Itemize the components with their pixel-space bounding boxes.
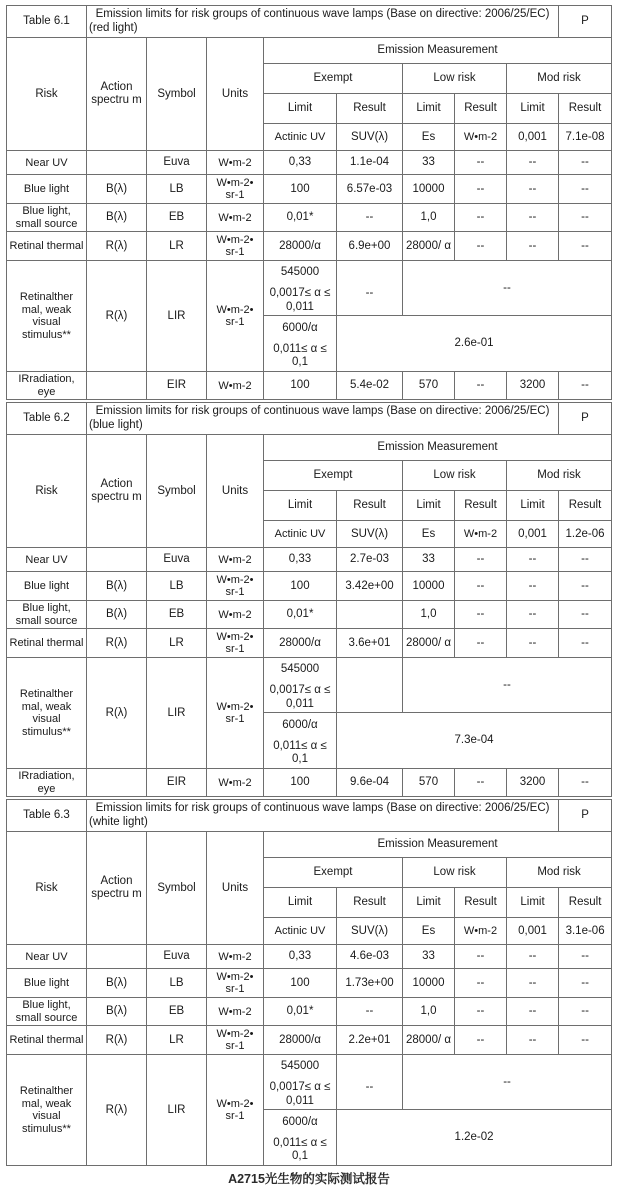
table-title-row [7, 403, 612, 435]
header-exempt-limit: Limit [264, 491, 337, 521]
cell-exempt-result: 2.7e-03 [337, 548, 403, 572]
limit-b-range: 0,011≤ α ≤ 0,1 [273, 739, 327, 766]
cell-symbol: LIR [147, 658, 207, 769]
cell-action: B(λ) [87, 175, 147, 204]
limit-a-range: 0,0017≤ α ≤ 0,011 [269, 684, 331, 710]
table-6-1-wrapper [6, 5, 611, 400]
limit-a-value: 545000 [280, 1060, 320, 1073]
cell-risk: Blue light, small source [7, 601, 87, 629]
table-verdict: P [559, 6, 612, 38]
limit-b-range: 0,011≤ α ≤ 0,1 [273, 342, 327, 369]
header-risk: Risk [7, 38, 87, 151]
cell-action: SUV(λ) [337, 521, 403, 548]
header-mod-result: Result [559, 94, 612, 124]
cell-exempt-result: 3.6e+01 [337, 629, 403, 658]
cell-units: W•m-2• sr-1 [207, 629, 264, 658]
cell-exempt-result [337, 601, 403, 629]
table-row-blue-small [7, 601, 612, 629]
table-row-retinal-weak-a [7, 1055, 612, 1110]
cell-units: W•m-2 [207, 998, 264, 1026]
header-low-risk: Low risk [403, 858, 507, 888]
cell-exempt-limit-a [264, 1055, 337, 1110]
cell-mod-result: -- [559, 372, 612, 400]
cell-low-result: -- [455, 175, 507, 204]
header-risk: Risk [7, 435, 87, 548]
cell-action: R(λ) [87, 232, 147, 261]
cell-mod-limit: -- [507, 204, 559, 232]
cell-exempt-limit: 100 [264, 372, 337, 400]
cell-symbol: LB [147, 175, 207, 204]
header-exempt-result: Result [337, 888, 403, 918]
cell-span-a: -- [403, 1055, 612, 1110]
header-symbol: Symbol [147, 832, 207, 945]
header-exempt-limit: Limit [264, 888, 337, 918]
cell-action: R(λ) [87, 1026, 147, 1055]
cell-exempt-limit: 0,33 [264, 548, 337, 572]
cell-mod-result: -- [559, 629, 612, 658]
cell-exempt-limit-b [264, 316, 337, 372]
cell-risk: Retinalther mal, weak visual stimulus** [7, 261, 87, 372]
cell-exempt-limit: 0,33 [264, 945, 337, 969]
cell-units: W•m-2• sr-1 [207, 232, 264, 261]
cell-exempt-limit: 0,001 [507, 521, 559, 548]
cell-span-a: -- [403, 658, 612, 713]
cell-mod-result: -- [559, 175, 612, 204]
cell-exempt-result: 4.6e-03 [337, 945, 403, 969]
limit-b-range: 0,011≤ α ≤ 0,1 [273, 1136, 327, 1163]
header-low-limit: Limit [403, 888, 455, 918]
header-low-risk: Low risk [403, 64, 507, 94]
cell-exempt-result-a: -- [337, 261, 403, 316]
header-emission-measurement: Emission Measurement [264, 38, 612, 64]
cell-action: R(λ) [87, 261, 147, 372]
cell-span-b: 1.2e-02 [337, 1110, 612, 1166]
cell-mod-limit: 3200 [507, 769, 559, 797]
table-number: Table 6.1 [7, 6, 87, 38]
cell-low-limit: 28000/ α [403, 629, 455, 658]
cell-symbol: LB [147, 572, 207, 601]
cell-low-result: -- [455, 945, 507, 969]
cell-exempt-limit-b [264, 713, 337, 769]
cell-low-result: -- [455, 204, 507, 232]
cell-exempt-limit: 100 [264, 572, 337, 601]
cell-low-result: -- [455, 1026, 507, 1055]
cell-exempt-limit: 100 [264, 175, 337, 204]
cell-exempt-result: 1.2e-06 [559, 521, 612, 548]
cell-low-limit: 1,0 [403, 601, 455, 629]
cell-exempt-limit: 28000/α [264, 629, 337, 658]
cell-risk: Retinal thermal [7, 232, 87, 261]
cell-risk: Near UV [7, 151, 87, 175]
cell-action: B(λ) [87, 572, 147, 601]
cell-mod-result: -- [559, 998, 612, 1026]
table-row-ir-eye [7, 372, 612, 400]
cell-units: W•m-2• sr-1 [207, 969, 264, 998]
header-exempt: Exempt [264, 64, 403, 94]
cell-mod-limit: -- [507, 629, 559, 658]
header-row-group [7, 832, 612, 858]
cell-exempt-result: 6.57e-03 [337, 175, 403, 204]
header-emission-measurement: Emission Measurement [264, 832, 612, 858]
cell-mod-limit: -- [507, 945, 559, 969]
cell-low-result: -- [455, 372, 507, 400]
cell-mod-result: -- [559, 945, 612, 969]
cell-units: W•m-2• sr-1 [207, 658, 264, 769]
header-mod-limit: Limit [507, 94, 559, 124]
cell-exempt-limit-a [264, 261, 337, 316]
cell-low-limit: 570 [403, 372, 455, 400]
cell-units: W•m-2 [207, 548, 264, 572]
cell-risk: Near UV [7, 548, 87, 572]
limit-b-value: 6000/α [282, 1115, 318, 1128]
table-row-blue-light [7, 175, 612, 204]
cell-risk: Retinalther mal, weak visual stimulus** [7, 658, 87, 769]
cell-mod-limit: -- [507, 998, 559, 1026]
header-symbol: Symbol [147, 38, 207, 151]
table-number: Table 6.2 [7, 403, 87, 435]
cell-risk: Blue light, small source [7, 998, 87, 1026]
cell-exempt-result: 5.4e-02 [337, 372, 403, 400]
cell-symbol: EIR [147, 372, 207, 400]
header-mod-risk: Mod risk [507, 461, 612, 491]
cell-low-result: -- [455, 969, 507, 998]
cell-span-a: -- [403, 261, 612, 316]
cell-units: W•m-2 [455, 521, 507, 548]
cell-low-result: -- [455, 151, 507, 175]
cell-exempt-limit-b [264, 1110, 337, 1166]
cell-low-limit: 10000 [403, 969, 455, 998]
report-caption: A2715光生物的实际测试报告 [228, 1172, 390, 1186]
cell-exempt-result: 6.9e+00 [337, 232, 403, 261]
header-exempt-result: Result [337, 491, 403, 521]
cell-units: W•m-2• sr-1 [207, 1055, 264, 1166]
header-action-spectrum: Action spectru m [87, 435, 147, 548]
cell-exempt-limit: 0,001 [507, 124, 559, 151]
cell-exempt-result: 3.42e+00 [337, 572, 403, 601]
emission-limits-table [6, 799, 612, 1166]
cell-exempt-limit: 28000/α [264, 1026, 337, 1055]
cell-mod-limit: -- [507, 572, 559, 601]
header-mod-limit: Limit [507, 888, 559, 918]
table-row-blue-small [7, 204, 612, 232]
cell-low-result: -- [455, 769, 507, 797]
header-exempt-result: Result [337, 94, 403, 124]
cell-low-result: -- [455, 629, 507, 658]
header-low-limit: Limit [403, 94, 455, 124]
header-action-spectrum: Action spectru m [87, 38, 147, 151]
cell-symbol: Es [403, 918, 455, 945]
header-exempt: Exempt [264, 858, 403, 888]
header-emission-measurement: Emission Measurement [264, 435, 612, 461]
table-row-near-uv [7, 945, 612, 969]
cell-action [87, 151, 147, 175]
cell-low-limit: 33 [403, 548, 455, 572]
cell-mod-limit: -- [507, 1026, 559, 1055]
cell-action [87, 769, 147, 797]
limit-a-range: 0,0017≤ α ≤ 0,011 [269, 287, 331, 313]
table-row-near-uv [7, 548, 612, 572]
cell-risk: Retinal thermal [7, 629, 87, 658]
cell-exempt-result: 1.73e+00 [337, 969, 403, 998]
emission-limits-table [6, 5, 612, 400]
cell-mod-limit: -- [507, 601, 559, 629]
cell-action: B(λ) [87, 998, 147, 1026]
cell-symbol: Euva [147, 945, 207, 969]
cell-low-limit: 33 [403, 945, 455, 969]
table-title-row [7, 6, 612, 38]
cell-low-limit: 1,0 [403, 204, 455, 232]
cell-units: W•m-2• sr-1 [207, 1026, 264, 1055]
cell-low-limit: 10000 [403, 175, 455, 204]
cell-mod-limit: -- [507, 151, 559, 175]
cell-risk: Actinic UV [264, 124, 337, 151]
cell-exempt-limit: 0,33 [264, 151, 337, 175]
header-low-result: Result [455, 491, 507, 521]
cell-units: W•m-2 [207, 601, 264, 629]
cell-exempt-result: 3.1e-06 [559, 918, 612, 945]
cell-symbol: LR [147, 629, 207, 658]
table-row-retinal-thermal [7, 1026, 612, 1055]
table-title-row [7, 800, 612, 832]
table-row-blue-light [7, 969, 612, 998]
cell-risk: Blue light [7, 572, 87, 601]
cell-risk: Retinalther mal, weak visual stimulus** [7, 1055, 87, 1166]
table-verdict: P [559, 800, 612, 832]
cell-mod-limit: -- [507, 232, 559, 261]
cell-exempt-result: 9.6e-04 [337, 769, 403, 797]
cell-low-limit: 28000/ α [403, 1026, 455, 1055]
cell-mod-result: -- [559, 1026, 612, 1055]
cell-mod-result: -- [559, 769, 612, 797]
cell-exempt-limit: 0,01* [264, 601, 337, 629]
cell-span-b: 7.3e-04 [337, 713, 612, 769]
cell-exempt-limit: 28000/α [264, 232, 337, 261]
cell-exempt-result-a: -- [337, 1055, 403, 1110]
table-row-retinal-thermal [7, 629, 612, 658]
header-row-group [7, 38, 612, 64]
limit-b-value: 6000/α [282, 718, 318, 731]
cell-units: W•m-2• sr-1 [207, 261, 264, 372]
cell-symbol: LIR [147, 1055, 207, 1166]
cell-units: W•m-2 [207, 151, 264, 175]
limit-a-range: 0,0017≤ α ≤ 0,011 [269, 1081, 331, 1107]
cell-mod-limit: -- [507, 548, 559, 572]
header-mod-risk: Mod risk [507, 64, 612, 94]
cell-risk: Blue light [7, 969, 87, 998]
cell-exempt-result-a [337, 658, 403, 713]
cell-symbol: EB [147, 204, 207, 232]
header-row-group [7, 435, 612, 461]
cell-symbol: LR [147, 232, 207, 261]
table-title: Emission limits for risk groups of continuous wave lamps (Base on directive: 2006/25/EC)(white light) [87, 800, 559, 832]
cell-exempt-result: 2.2e+01 [337, 1026, 403, 1055]
cell-risk: Actinic UV [264, 521, 337, 548]
cell-mod-result: -- [559, 232, 612, 261]
table-row-near-uv [7, 151, 612, 175]
cell-units: W•m-2 [207, 372, 264, 400]
cell-action [87, 548, 147, 572]
cell-low-limit: 28000/ α [403, 232, 455, 261]
cell-low-result: -- [455, 572, 507, 601]
header-symbol: Symbol [147, 435, 207, 548]
cell-units: W•m-2 [455, 124, 507, 151]
cell-low-result: -- [455, 601, 507, 629]
cell-mod-result: -- [559, 969, 612, 998]
limit-a-value: 545000 [280, 266, 320, 279]
cell-action [87, 372, 147, 400]
cell-symbol: EB [147, 998, 207, 1026]
cell-risk: Retinal thermal [7, 1026, 87, 1055]
cell-units: W•m-2 [455, 918, 507, 945]
cell-risk: Blue light, small source [7, 204, 87, 232]
header-low-result: Result [455, 94, 507, 124]
cell-symbol: Es [403, 521, 455, 548]
cell-exempt-result: 7.1e-08 [559, 124, 612, 151]
cell-action: R(λ) [87, 629, 147, 658]
table-row-retinal-weak-a [7, 261, 612, 316]
cell-units: W•m-2 [207, 204, 264, 232]
cell-exempt-limit: 100 [264, 769, 337, 797]
cell-symbol: Es [403, 124, 455, 151]
cell-action: R(λ) [87, 658, 147, 769]
cell-exempt-limit: 0,001 [507, 918, 559, 945]
cell-exempt-result: 1.1e-04 [337, 151, 403, 175]
cell-risk: Near UV [7, 945, 87, 969]
table-title: Emission limits for risk groups of continuous wave lamps (Base on directive: 2006/25/EC)(red light) [87, 6, 559, 38]
header-mod-result: Result [559, 888, 612, 918]
cell-mod-limit: 3200 [507, 372, 559, 400]
header-low-limit: Limit [403, 491, 455, 521]
table-row-retinal-thermal [7, 232, 612, 261]
cell-units: W•m-2• sr-1 [207, 175, 264, 204]
cell-symbol: Euva [147, 151, 207, 175]
header-mod-result: Result [559, 491, 612, 521]
cell-low-result: -- [455, 232, 507, 261]
cell-units: W•m-2 [207, 769, 264, 797]
cell-action: B(λ) [87, 601, 147, 629]
header-low-risk: Low risk [403, 461, 507, 491]
limit-b-value: 6000/α [282, 321, 318, 334]
cell-risk: Actinic UV [264, 918, 337, 945]
table-number: Table 6.3 [7, 800, 87, 832]
cell-exempt-result: -- [337, 998, 403, 1026]
cell-action [87, 945, 147, 969]
table-verdict: P [559, 403, 612, 435]
header-mod-risk: Mod risk [507, 858, 612, 888]
cell-mod-result: -- [559, 572, 612, 601]
cell-low-limit: 10000 [403, 572, 455, 601]
cell-risk: IRradiation, eye [7, 372, 87, 400]
cell-action: SUV(λ) [337, 124, 403, 151]
cell-mod-result: -- [559, 204, 612, 232]
cell-symbol: LR [147, 1026, 207, 1055]
cell-low-limit: 1,0 [403, 998, 455, 1026]
cell-symbol: EB [147, 601, 207, 629]
cell-low-limit: 33 [403, 151, 455, 175]
header-exempt: Exempt [264, 461, 403, 491]
header-risk: Risk [7, 832, 87, 945]
limit-a-value: 545000 [280, 663, 320, 676]
cell-exempt-limit-a [264, 658, 337, 713]
header-units: Units [207, 832, 264, 945]
cell-exempt-limit: 0,01* [264, 204, 337, 232]
header-low-result: Result [455, 888, 507, 918]
header-units: Units [207, 435, 264, 548]
cell-low-limit: 570 [403, 769, 455, 797]
cell-mod-result: -- [559, 151, 612, 175]
cell-action: B(λ) [87, 969, 147, 998]
cell-symbol: EIR [147, 769, 207, 797]
table-6-2-wrapper [6, 402, 611, 797]
cell-exempt-limit: 0,01* [264, 998, 337, 1026]
cell-risk: IRradiation, eye [7, 769, 87, 797]
cell-units: W•m-2• sr-1 [207, 572, 264, 601]
header-mod-limit: Limit [507, 491, 559, 521]
header-exempt-limit: Limit [264, 94, 337, 124]
cell-exempt-result: -- [337, 204, 403, 232]
cell-risk: Blue light [7, 175, 87, 204]
cell-mod-result: -- [559, 601, 612, 629]
table-row-blue-small [7, 998, 612, 1026]
table-row-ir-eye [7, 769, 612, 797]
cell-low-result: -- [455, 998, 507, 1026]
cell-units: W•m-2 [207, 945, 264, 969]
cell-symbol: LB [147, 969, 207, 998]
header-units: Units [207, 38, 264, 151]
table-6-3-wrapper [6, 799, 611, 1166]
cell-action: B(λ) [87, 204, 147, 232]
cell-span-b: 2.6e-01 [337, 316, 612, 372]
table-row-blue-light [7, 572, 612, 601]
cell-action: R(λ) [87, 1055, 147, 1166]
cell-symbol: LIR [147, 261, 207, 372]
cell-symbol: Euva [147, 548, 207, 572]
table-title: Emission limits for risk groups of continuous wave lamps (Base on directive: 2006/25/EC)(blue light) [87, 403, 559, 435]
cell-mod-limit: -- [507, 175, 559, 204]
cell-exempt-limit: 100 [264, 969, 337, 998]
cell-mod-limit: -- [507, 969, 559, 998]
header-action-spectrum: Action spectru m [87, 832, 147, 945]
cell-low-result: -- [455, 548, 507, 572]
cell-action: SUV(λ) [337, 918, 403, 945]
cell-mod-result: -- [559, 548, 612, 572]
table-row-retinal-weak-a [7, 658, 612, 713]
emission-limits-table [6, 402, 612, 797]
